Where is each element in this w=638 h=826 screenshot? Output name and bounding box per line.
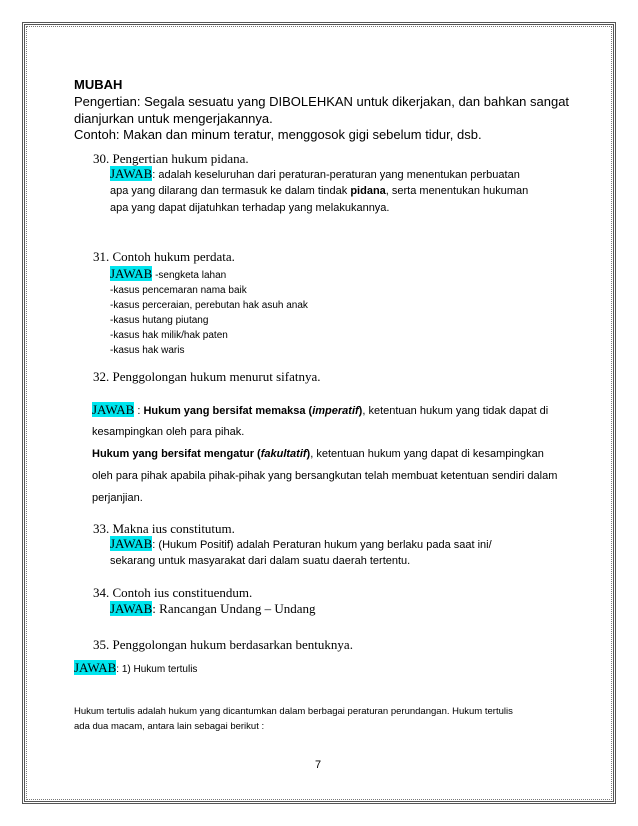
answer-30-line-2: apa yang dilarang dan termasuk ke dalam tindak pidana, serta menentukan hukuman (110, 185, 529, 197)
list-item: -kasus hak waris (110, 345, 185, 356)
jawab-label: JAWAB (110, 266, 153, 281)
question-31: 31. Contoh hukum perdata. (93, 249, 235, 264)
answer-33-line-1: JAWAB: (Hukum Positif) adalah Peraturan hukum yang berlaku pada saat ini/ (110, 536, 492, 551)
answer-33-line-2: sekarang untuk masyarakat dari dalam suatu daerah tertentu. (110, 555, 411, 567)
answer-31-line-1: JAWAB -sengketa lahan (110, 266, 227, 281)
answer-32-line-3: Hukum yang bersifat mengatur (fakultatif), ketentuan hukum yang dapat di kesampingkan (92, 448, 544, 460)
answer-32-line-2: kesampingkan oleh para pihak. (92, 426, 245, 438)
list-item: -kasus hutang piutang (110, 315, 209, 326)
jawab-label: JAWAB (110, 601, 153, 616)
answer-30-line-3: apa yang dapat dijatuhkan terhadap yang melakukannya. (110, 202, 390, 214)
mubah-line-1: Pengertian: Segala sesuatu yang DIBOLEHKAN untuk dikerjakan, dan bahkan sangat (74, 94, 570, 109)
answer-32-line-4: oleh para pihak apabila pihak-pihak yang bersangkutan telah membuat ketentuan sendiri dalam (92, 470, 558, 482)
answer-35-paragraph: Hukum tertulis adalah hukum yang dicantumkan dalam berbagai peraturan perundangan. Hukum tertulis ada dua macam, antara lain sebagai berikut : (74, 706, 513, 732)
answer-35: JAWAB: 1) Hukum tertulis (74, 660, 198, 675)
jawab-label: JAWAB (92, 402, 135, 417)
question-30: 30. Pengertian hukum pidana. (93, 151, 249, 166)
jawab-label: JAWAB (110, 536, 153, 551)
question-32: 32. Penggolongan hukum menurut sifatnya. (93, 369, 321, 384)
question-34: 34. Contoh ius constituendum. (93, 585, 253, 600)
list-item: -kasus hak milik/hak paten (110, 330, 228, 341)
list-item: -kasus perceraian, perebutan hak asuh anak (110, 300, 308, 311)
mubah-title: MUBAH (74, 77, 123, 92)
question-35: 35. Penggolongan hukum berdasarkan bentuknya. (93, 637, 353, 652)
answer-31-list (110, 284, 308, 359)
mubah-line-2: dianjurkan untuk mengerjakannya. (74, 111, 273, 126)
answer-32-line-5: perjanjian. (92, 492, 143, 504)
question-33: 33. Makna ius constitutum. (93, 521, 235, 536)
answer-32-line-1: JAWAB : Hukum yang bersifat memaksa (imperatif), ketentuan hukum yang tidak dapat di (92, 402, 549, 417)
jawab-label: JAWAB (74, 660, 117, 675)
page-number: 7 (315, 759, 322, 771)
answer-30-line-1: JAWAB: adalah keseluruhan dari peraturan-peraturan yang menentukan perbuatan (110, 166, 520, 181)
mubah-line-3: Contoh: Makan dan minum teratur, menggosok gigi sebelum tidur, dsb. (74, 127, 482, 142)
list-item: -kasus pencemaran nama baik (110, 285, 247, 296)
jawab-label: JAWAB (110, 166, 153, 181)
answer-34: JAWAB: Rancangan Undang – Undang (110, 601, 316, 616)
